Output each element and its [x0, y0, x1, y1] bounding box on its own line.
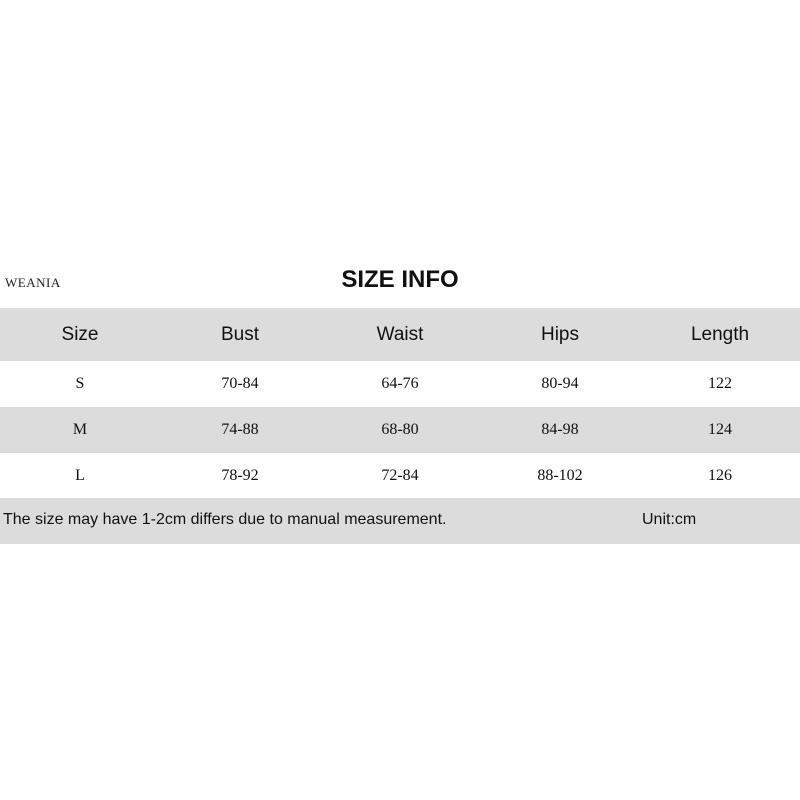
- cell-waist: 64-76: [381, 375, 419, 392]
- measurement-note: The size may have 1-2cm differs due to manual measurement.: [3, 511, 447, 528]
- header-bust: Bust: [220, 323, 260, 345]
- footer-note-bar: [0, 498, 800, 544]
- cell-waist: 72-84: [381, 467, 419, 484]
- unit-label: Unit:cm: [642, 511, 697, 528]
- cell-length: 126: [708, 467, 732, 484]
- cell-bust: 70-84: [221, 375, 259, 392]
- table-header-row: [0, 308, 800, 361]
- table-row: [0, 453, 800, 499]
- brand-logo-text: WEANIA: [5, 275, 61, 290]
- cell-hips: 88-102: [537, 467, 583, 484]
- cell-waist: 68-80: [381, 421, 419, 438]
- table-row: [0, 361, 800, 407]
- header-length: Length: [690, 323, 750, 345]
- cell-size: M: [72, 421, 88, 438]
- header-size: Size: [61, 323, 99, 345]
- cell-size: L: [75, 467, 85, 484]
- table-row: [0, 407, 800, 453]
- header-hips: Hips: [540, 323, 579, 345]
- cell-bust: 74-88: [221, 421, 259, 438]
- cell-length: 124: [708, 421, 732, 438]
- page-title: SIZE INFO: [341, 266, 459, 293]
- cell-bust: 78-92: [221, 467, 259, 484]
- cell-hips: 80-94: [541, 375, 579, 392]
- header-waist: Waist: [376, 323, 424, 345]
- cell-length: 122: [708, 375, 732, 392]
- cell-hips: 84-98: [541, 421, 579, 438]
- cell-size: S: [75, 375, 85, 392]
- size-chart-table: [0, 308, 800, 499]
